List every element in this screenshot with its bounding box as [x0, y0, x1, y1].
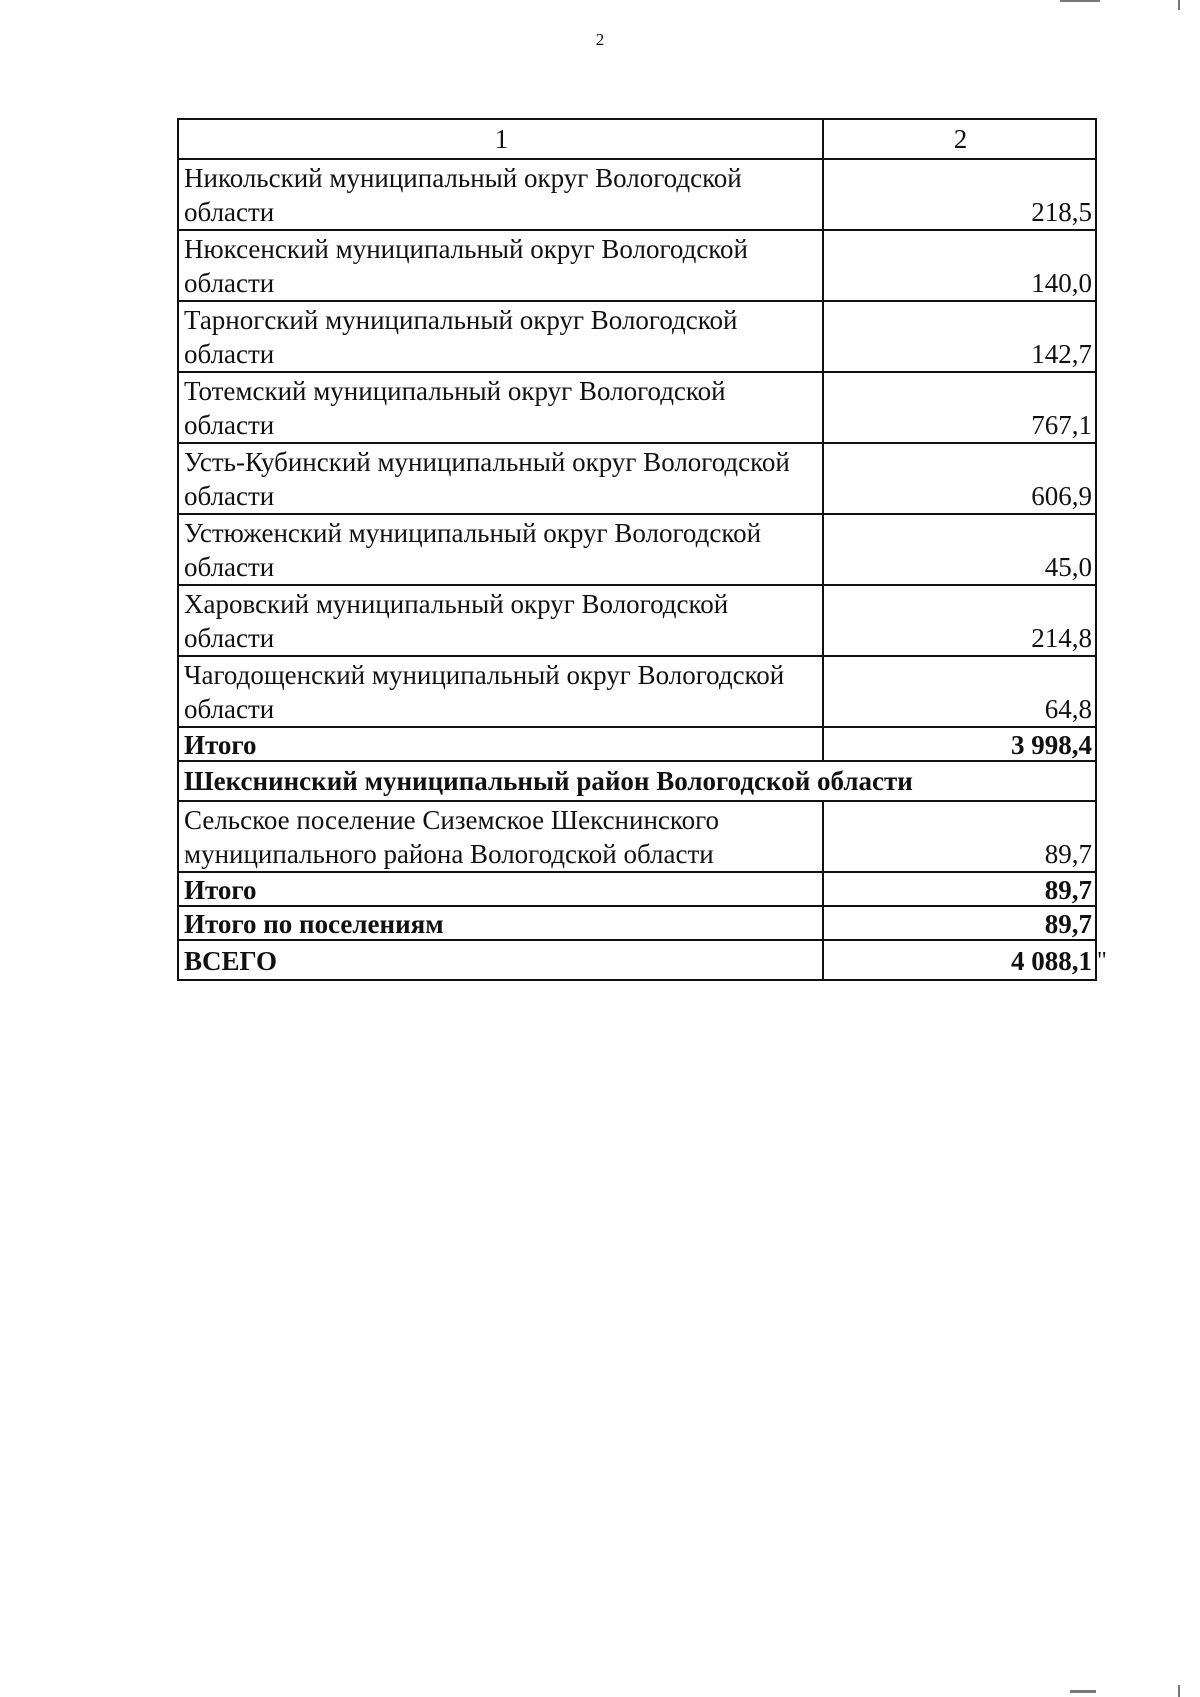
page-number: 2 — [595, 30, 605, 49]
scan-artifact — [1178, 1685, 1180, 1697]
amount-value: 218,5 — [823, 159, 1096, 230]
amount-value: 214,8 — [823, 585, 1096, 656]
municipality-name: Нюксенский муниципальный округ Вологодской области — [178, 230, 823, 301]
subtotal-label: Итого — [178, 872, 823, 906]
column-header-2: 2 — [823, 119, 1096, 159]
closing-quote-mark: " — [1097, 948, 1107, 974]
amount-value: 64,8 — [823, 656, 1096, 727]
settlements-total-label: Итого по поселениям — [178, 906, 823, 940]
subtotal-label: Итого — [178, 727, 823, 761]
grand-total-value: 4 088,1 — [823, 940, 1096, 980]
grand-total-label: ВСЕГО — [178, 940, 823, 980]
table-row — [178, 585, 1096, 656]
allocation-table — [177, 118, 1097, 981]
amount-value: 89,7 — [823, 801, 1096, 872]
settlements-total-row — [178, 906, 1096, 940]
amount-value: 45,0 — [823, 514, 1096, 585]
table-header-row — [178, 119, 1096, 159]
scan-artifact — [1178, 0, 1180, 10]
table-row — [178, 301, 1096, 372]
municipality-name: Никольский муниципальный округ Вологодской области — [178, 159, 823, 230]
amount-value: 606,9 — [823, 443, 1096, 514]
table-row — [178, 230, 1096, 301]
subtotal-value: 89,7 — [823, 872, 1096, 906]
table-row — [178, 372, 1096, 443]
municipality-name: Сельское поселение Сиземское Шекснинского муниципального района Вологодской области — [178, 801, 823, 872]
table-row — [178, 801, 1096, 872]
subtotal-row — [178, 727, 1096, 761]
municipality-name: Устюженский муниципальный округ Вологодской области — [178, 514, 823, 585]
scan-artifact — [1070, 1690, 1096, 1693]
column-header-1: 1 — [178, 119, 823, 159]
subtotal-value: 3 998,4 — [823, 727, 1096, 761]
settlements-total-value: 89,7 — [823, 906, 1096, 940]
municipality-name: Усть-Кубинский муниципальный округ Вологодской области — [178, 443, 823, 514]
section-header-row — [178, 761, 1096, 801]
municipality-name: Тотемский муниципальный округ Вологодской области — [178, 372, 823, 443]
table-row — [178, 514, 1096, 585]
section-title: Шекснинский муниципальный район Вологодской области — [178, 761, 1096, 801]
table-row — [178, 159, 1096, 230]
municipality-name: Харовский муниципальный округ Вологодской области — [178, 585, 823, 656]
municipality-name: Чагодощенский муниципальный округ Вологодской области — [178, 656, 823, 727]
subtotal-row — [178, 872, 1096, 906]
amount-value: 142,7 — [823, 301, 1096, 372]
scan-artifact — [1060, 0, 1100, 2]
table-row — [178, 656, 1096, 727]
amount-value: 140,0 — [823, 230, 1096, 301]
amount-value: 767,1 — [823, 372, 1096, 443]
municipality-name: Тарногский муниципальный округ Вологодской области — [178, 301, 823, 372]
table-row — [178, 443, 1096, 514]
grand-total-row — [178, 940, 1096, 980]
